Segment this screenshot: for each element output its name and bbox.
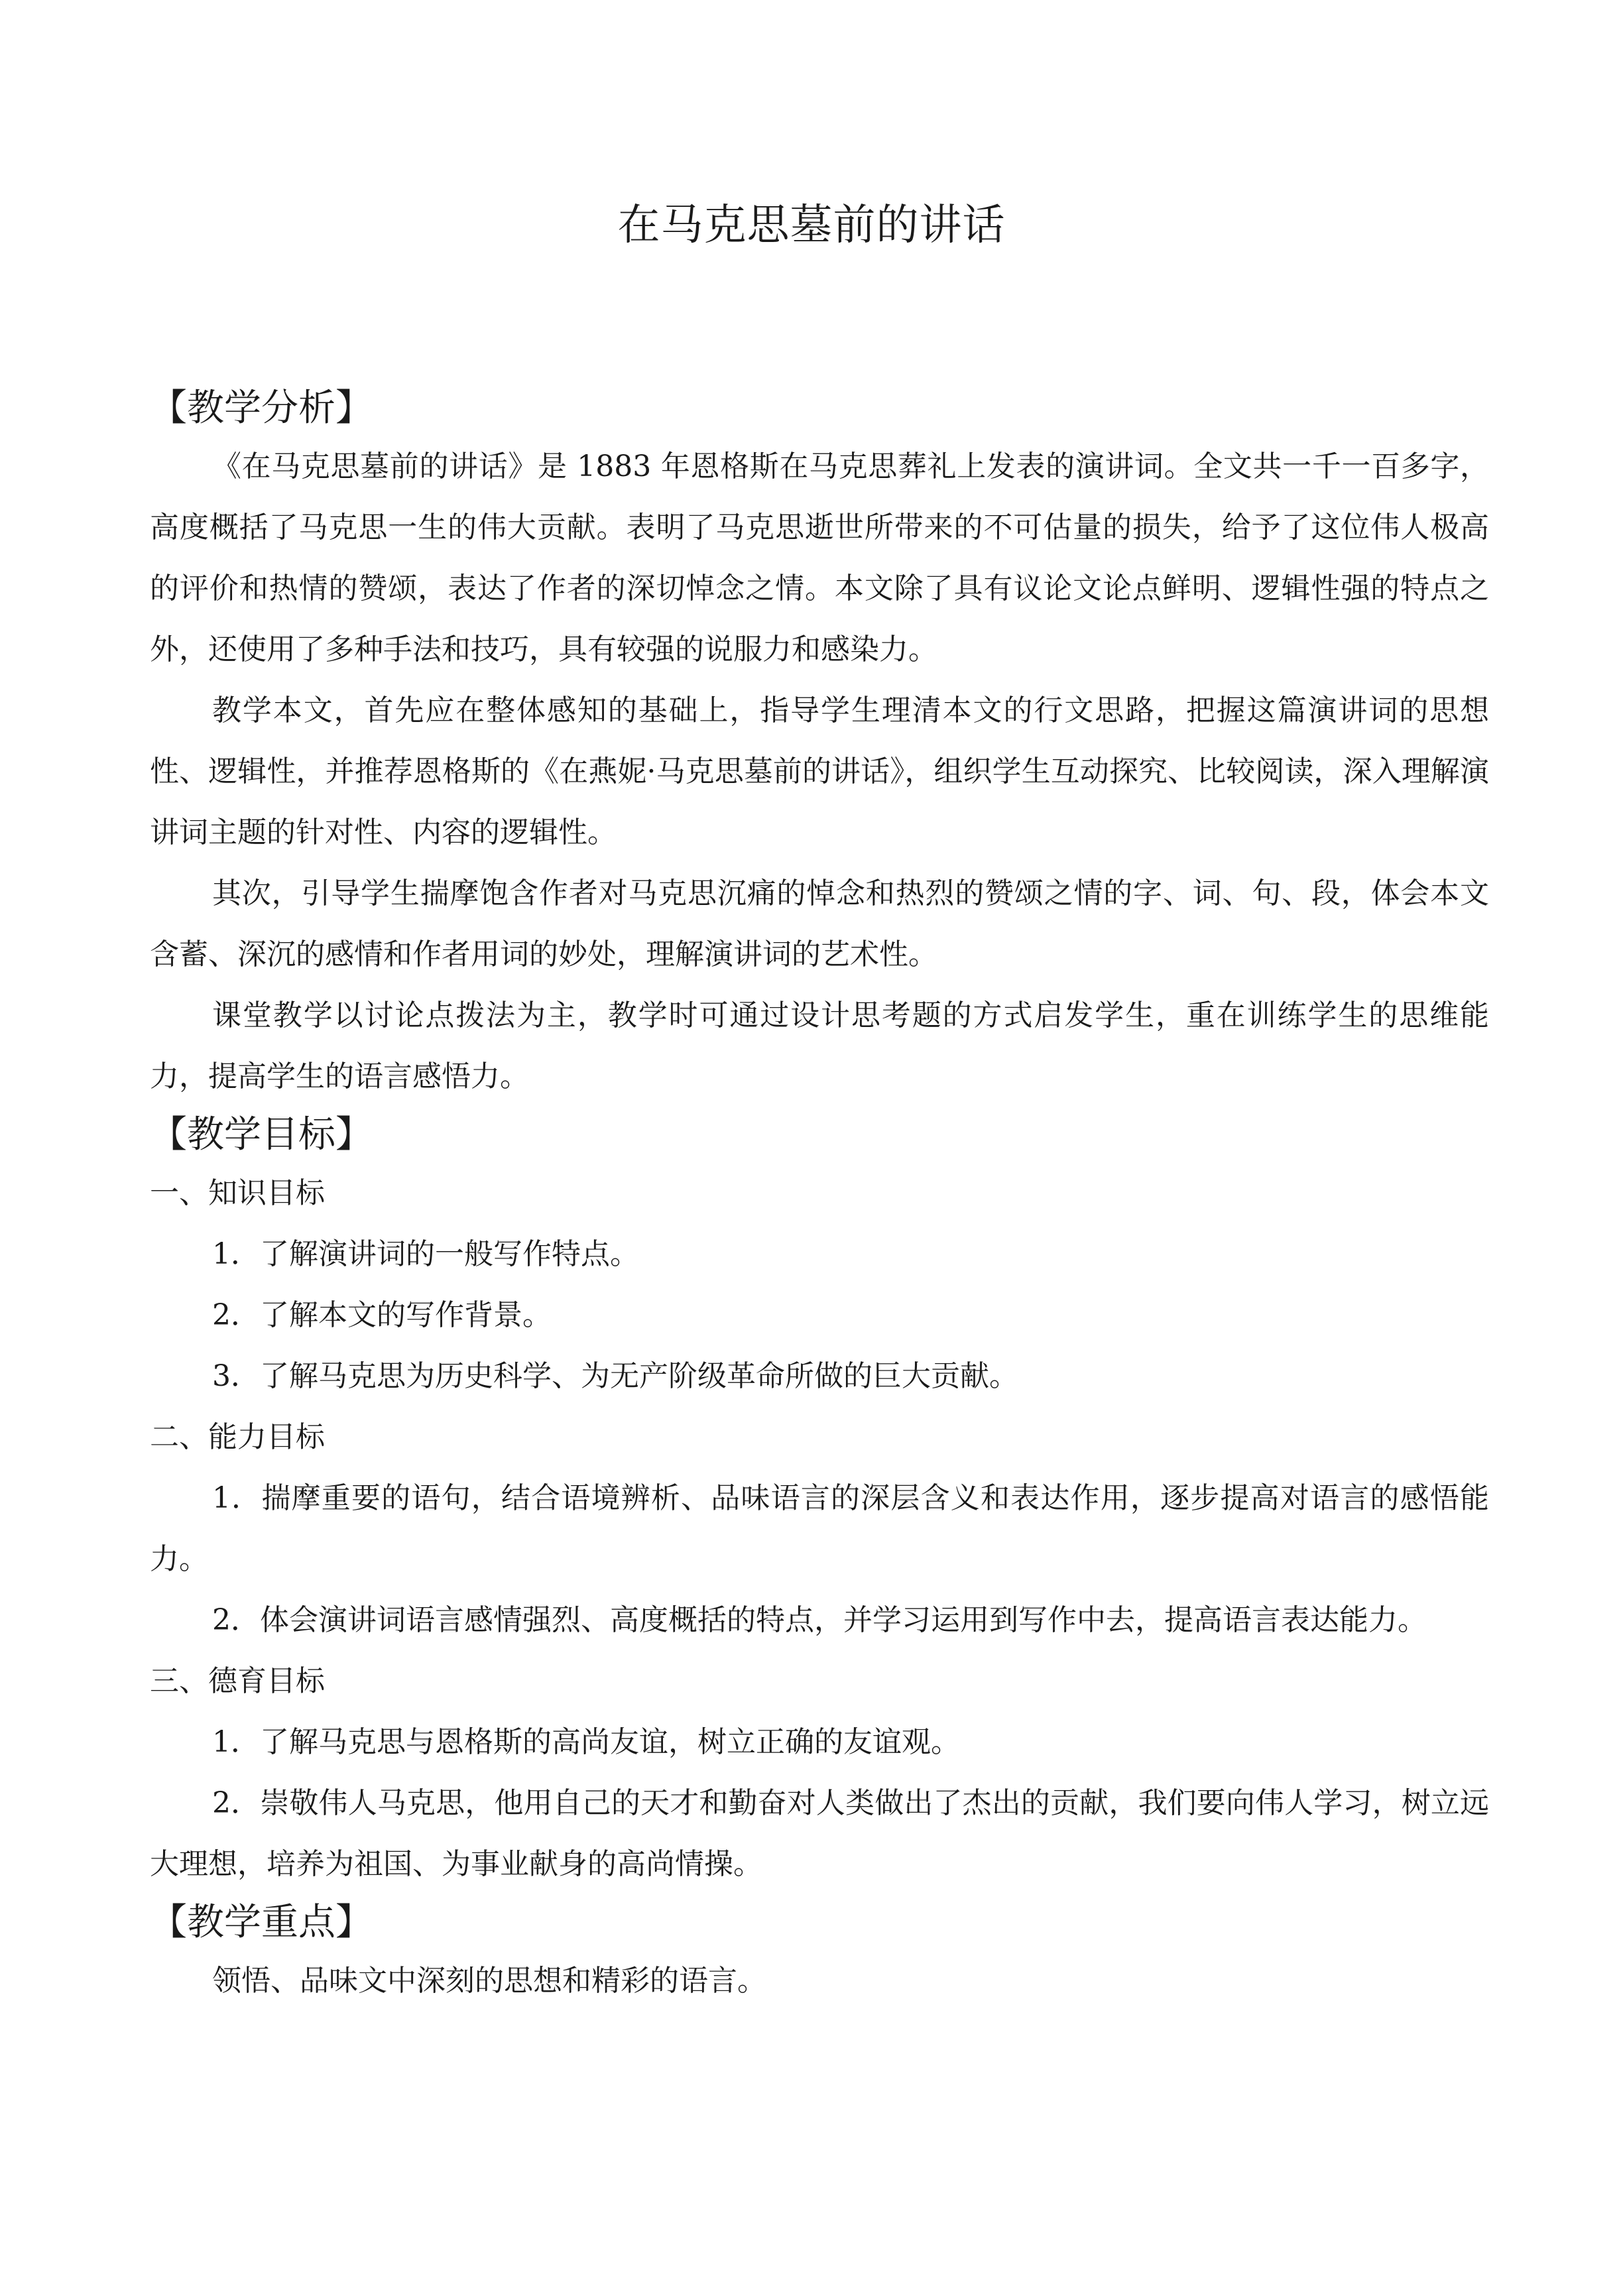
goal-item: 1．了解马克思与恩格斯的高尚友谊，树立正确的友谊观。: [212, 1725, 960, 1759]
goal-group-moral: 三、德育目标: [150, 1664, 325, 1698]
section-heading-analysis: 【教学分析】: [150, 387, 373, 430]
section-heading-goals: 【教学目标】: [150, 1113, 373, 1156]
analysis-paragraph: 其次，引导学生揣摩饱含作者对马克思沉痛的悼念和热烈的赞颂之情的字、词、句、段，体会本文含蓄、深沉的感情和作者用词的妙处，理解演讲词的艺术性。: [150, 876, 1489, 971]
analysis-paragraph: 教学本文，首先应在整体感知的基础上，指导学生理清本文的行文思路，把握这篇演讲词的思想性、逻辑性，并推荐恩格斯的《在燕妮·马克思墓前的讲话》，组织学生互动探究、比较阅读，深入理解演讲词主题的针对性、内容的逻辑性。: [150, 694, 1489, 849]
section-heading-focus: 【教学重点】: [150, 1901, 373, 1944]
goal-group-ability: 二、能力目标: [150, 1420, 325, 1454]
document-title: 在马克思墓前的讲话: [617, 201, 1006, 250]
goal-item: 1．了解演讲词的一般写作特点。: [212, 1237, 639, 1271]
goal-item: 2．体会演讲词语言感情强烈、高度概括的特点，并学习运用到写作中去，提高语言表达能力。: [212, 1603, 1427, 1637]
goal-item: 1．揣摩重要的语句，结合语境辨析、品味语言的深层含义和表达作用，逐步提高对语言的感悟能力。: [150, 1481, 1489, 1576]
goal-item: 3．了解马克思为历史科学、为无产阶级革命所做的巨大贡献。: [212, 1359, 1018, 1393]
document-body: [150, 381, 1489, 2012]
focus-paragraph: 领悟、品味文中深刻的思想和精彩的语言。: [212, 1964, 766, 1998]
goal-item: 2．了解本文的写作背景。: [212, 1298, 552, 1332]
analysis-paragraph: 课堂教学以讨论点拨法为主，教学时可通过设计思考题的方式启发学生，重在训练学生的思维能力，提高学生的语言感悟力。: [150, 998, 1489, 1093]
goal-group-knowledge: 一、知识目标: [150, 1176, 325, 1210]
analysis-paragraph: 《在马克思墓前的讲话》是 1883 年恩格斯在马克思葬礼上发表的演讲词。全文共一千一百多字，高度概括了马克思一生的伟大贡献。表明了马克思逝世所带来的不可估量的损失，给予了这位伟人极高的评价和热情的赞颂，表达了作者的深切悼念之情。本文除了具有议论文论点鲜明、逻辑性强的特点之外，还使用了多种手法和技巧，具有较强的说服力和感染力。: [150, 450, 1489, 666]
goal-item: 2．崇敬伟人马克思，他用自己的天才和勤奋对人类做出了杰出的贡献，我们要向伟人学习，树立远大理想，培养为祖国、为事业献身的高尚情操。: [150, 1786, 1489, 1881]
